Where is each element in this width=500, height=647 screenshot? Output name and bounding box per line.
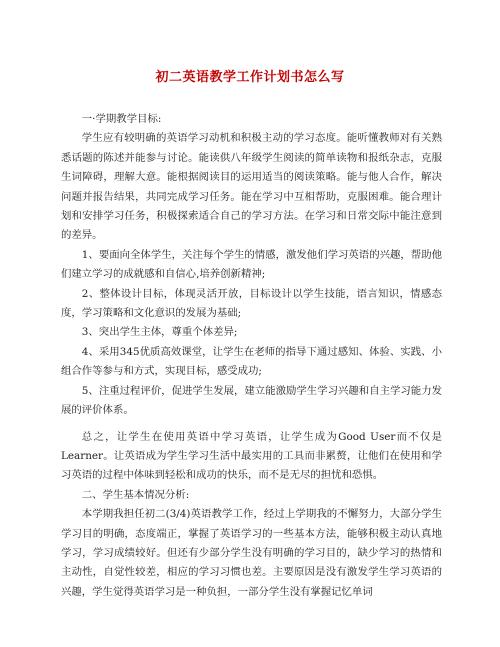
document-title: 初二英语教学工作计划书怎么写 [155,70,345,85]
list-item-3: 3、突出学生主体，尊重个体差异; [81,326,238,339]
section-heading-students: 二、学生基本情况分析: [81,488,190,501]
paragraph-goals-overview: 学生应有较明确的英语学习动机和积极主动的学习态度。能听懂教师对有关熟悉话题的陈述并能参与讨论。能读供八年级学生阅读的简单读物和报纸杂志，克服生词障碍，理解大意。能根据阅读目的运用适当的阅读策略。能与他人合作，解决问题并报告结果，共同完成学习任务。能在学习中互相帮助，克服困难。能合理计划和安排学习任务，积极探索适合自己的学习方法。在学习和日常交际中能注意到的差异。 [61,132,442,242]
list-item-5: 5、注重过程评价，促进学生发展，建立能激励学生学习兴趣和自主学习能力发展的评价体系。 [61,384,442,417]
list-item-2: 2、整体设计目标，体现灵活开放，目标设计以学生技能，语言知识，情感态度，学习策略和文化意识的发展为基础; [61,287,442,320]
paragraph-summary: 总之，让学生在使用英语中学习英语，让学生成为Good User而不仅是Learner。让英语成为学生学习生活中最实用的工具而非累赘，让他们在使用和学习英语的过程中体味到轻松和成功的快乐，而不是无尽的担忧和恐惧。 [61,430,442,482]
document-body [61,110,442,602]
section-heading-goals: 一·学期教学目标: [81,113,162,125]
list-item-4: 4、采用345优质高效课堂，让学生在老师的指导下通过感知、体验、实践、小组合作等参与和方式，实现目标，感受成功; [61,345,442,378]
paragraph-student-analysis: 本学期我担任初二(3/4)英语教学工作，经过上学期我的不懈努力，大部分学生学习目的明确，态度端正，掌握了英语学习的一些基本方法，能够积极主动认真地学习，学习成绩较好。但还有少部分学生没有明确的学习目的，缺少学习的热情和主动性，自觉性较差，相应的学习习惯也差。主要原因是没有激发学生学习英语的兴趣，学生觉得英语学习是一种负担，一部分学生没有掌握记忆单词 [61,508,442,598]
list-item-1: 1、要面向全体学生，关注每个学生的情感，激发他们学习英语的兴趣，帮助他们建立学习的成就感和自信心,培养创新精神; [61,248,442,281]
